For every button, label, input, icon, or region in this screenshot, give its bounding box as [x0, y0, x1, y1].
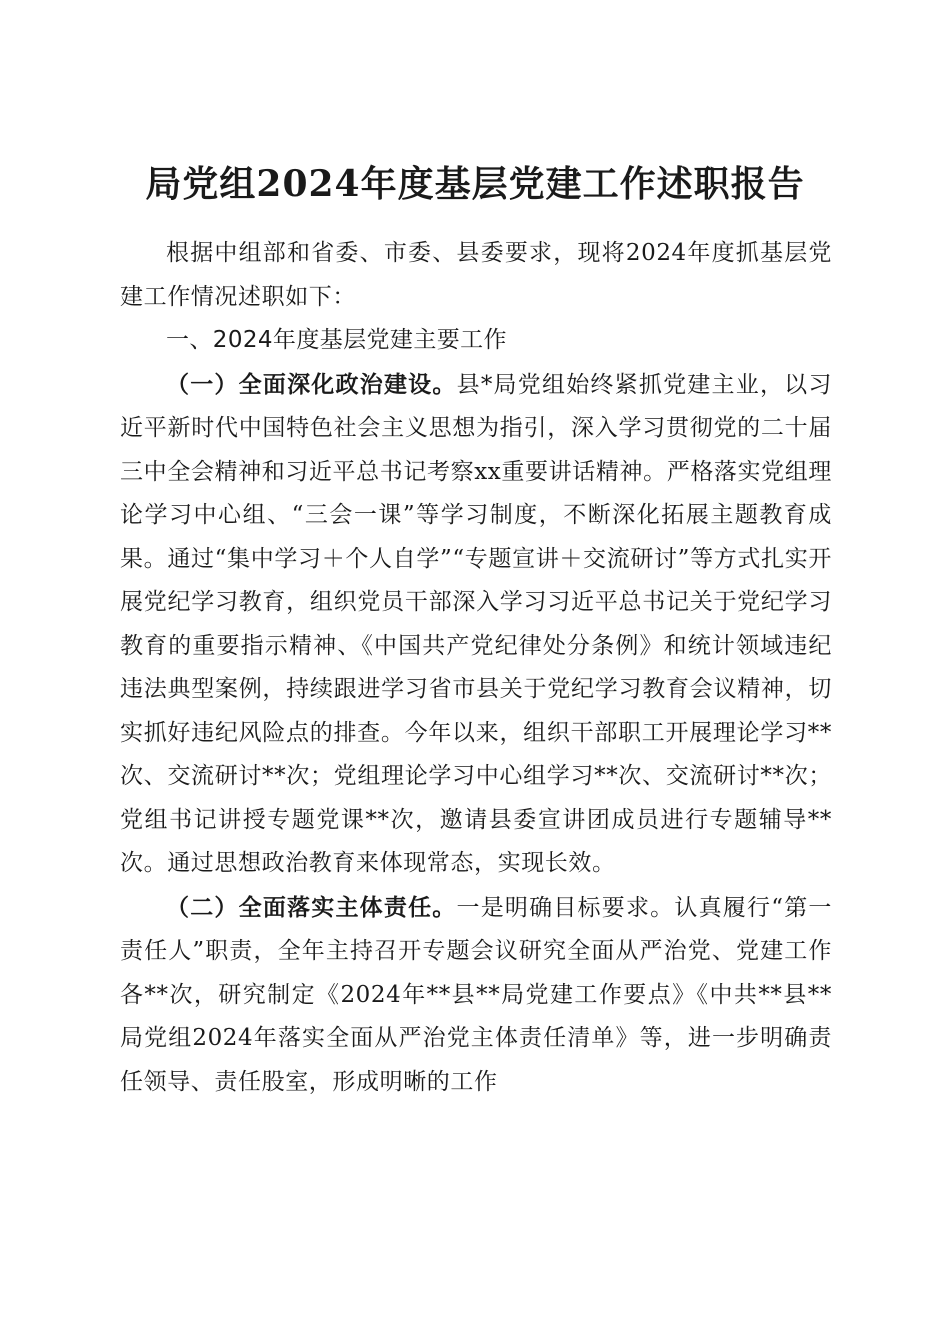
subsection-paragraph-2	[120, 886, 832, 1105]
subsection-text-2: 一是明确目标要求。认真履行“第一责任人”职责，全年主持召开专题会议研究全面从严治党、党建工作各**次，研究制定《2024年**县**局党建工作要点》《中共**县**局党组2024年落实全面从严治党主体责任清单》等，进一步明确责任领导、责任股室，形成明晰的工作	[120, 894, 833, 1095]
subsection-text-1: 县*局党组始终紧抓党建主业，以习近平新时代中国特色社会主义思想为指引，深入学习贯彻党的二十届三中全会精神和习近平总书记考察xx重要讲话精神。严格落实党组理论学习中心组、“三会一课”等学习制度，不断深化拓展主题教育成果。通过“集中学习＋个人自学”“专题宣讲＋交流研讨”等方式扎实开展党纪学习教育，组织党员干部深入学习习近平总书记关于党纪学习教育的重要指示精神、《中国共产党纪律处分条例》和统计领域违纪违法典型案例，持续跟进学习省市县关于党纪学习教育会议精神，切实抓好违纪风险点的排查。今年以来，组织干部职工开展理论学习**次、交流研讨**次；党组理论学习中心组学习**次、交流研讨**次；党组书记讲授专题党课**次，邀请县委宣讲团成员进行专题辅导**次。通过思想政治教育来体现常态，实现长效。	[120, 371, 832, 876]
subsection-paragraph-1	[120, 363, 832, 886]
document-body	[120, 232, 832, 1104]
document-title: 局党组2024年度基层党建工作述职报告	[145, 163, 805, 206]
intro-paragraph: 根据中组部和省委、市委、县委要求，现将2024年度抓基层党建工作情况述职如下：	[120, 240, 832, 310]
section-heading: 一、2024年度基层党建主要工作	[166, 327, 507, 353]
subsection-heading-1: （一）全面深化政治建设。	[166, 370, 457, 398]
subsection-heading-2: （二）全面落实主体责任。	[166, 893, 457, 921]
